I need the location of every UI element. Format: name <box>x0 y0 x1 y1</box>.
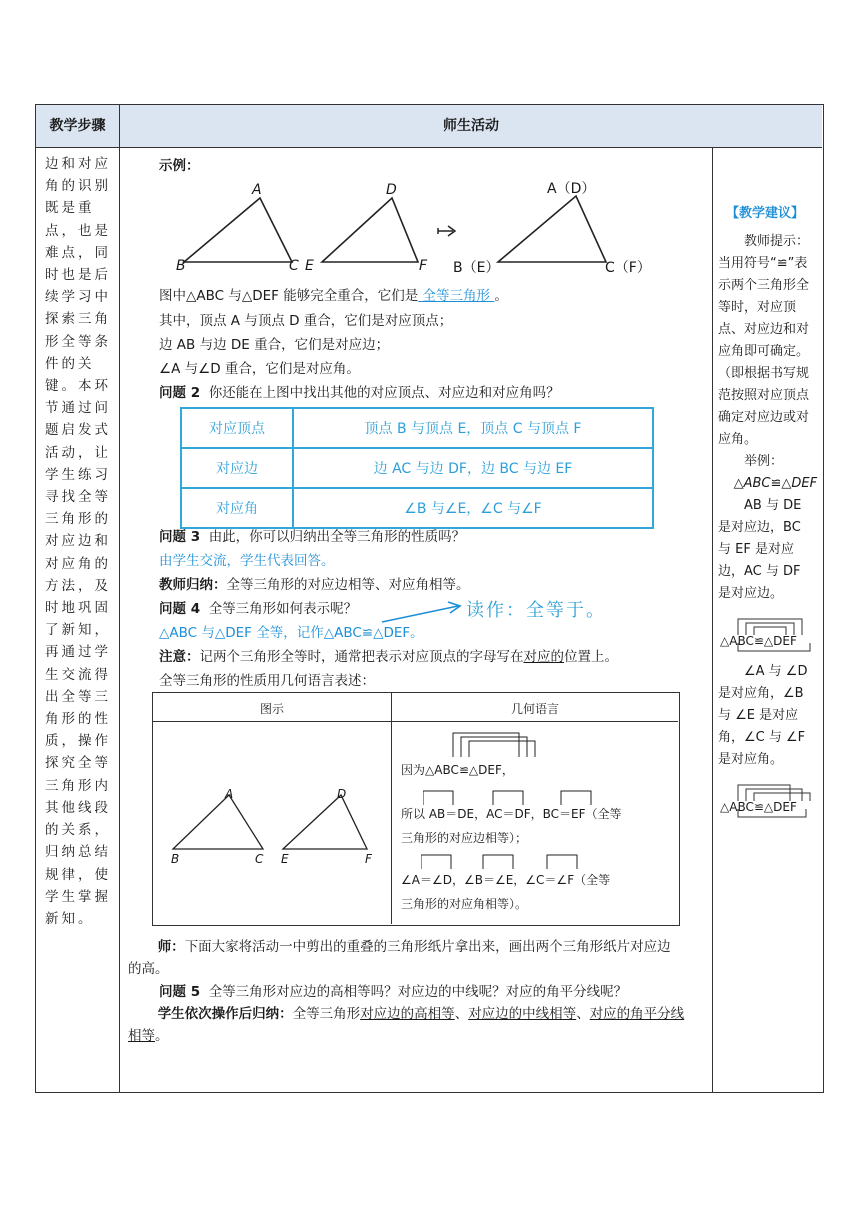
example-label: 示例： <box>159 158 200 174</box>
question-4: 问题 4 全等三角形如何表示呢？ <box>159 601 358 617</box>
header-steps: 教学步骤 <box>49 118 106 134</box>
label-E: E <box>305 258 314 274</box>
label-BE: B（E） <box>453 260 500 276</box>
teaching-suggestion: 【教学建议】 教师提示：当用符号“≌”表示两个三角形全等时，对应顶点、对应边和对应角即可确定。（即根据书写规范按照对应顶点确定对应边或对应角。 举例： △ABC≌△DEF AB 与 DE 是对应边，BC 与 EF 是对应边，AC 与 DF 是对应边。 △ABC≌△DEF ∠A 与 ∠D 是对应角，∠B 与 ∠E 是对应角，∠C 与 ∠F 是对应角。 △ABC≌△DEF <box>718 203 812 827</box>
teacher-instruction: 师：下面大家将活动一中剪出的重叠的三角形纸片拿出来，画出两个三角形纸片对应边的高。 <box>128 939 671 977</box>
line-vertices: 其中，顶点 A 与顶点 D 重合，它们是对应顶点； <box>159 313 453 329</box>
header-activities: 师生活动 <box>443 118 499 134</box>
label-CF: C（F） <box>605 260 651 276</box>
geo-line-3: 三角形的对应边相等）； <box>401 831 528 845</box>
question-3: 问题 3 由此，你可以归纳出全等三角形的性质吗？ <box>159 529 466 545</box>
geo-triangles <box>163 783 383 863</box>
vertex-arrows <box>443 727 543 761</box>
label-B: B <box>176 258 186 274</box>
q3-answer: 由学生交流，学生代表回答。 <box>159 553 335 569</box>
corr-angles-diagram: △ABC≌△DEF <box>718 777 812 821</box>
question-2: 问题 2 你还能在上图中找出其他的对应顶点、对应边和对应角吗？ <box>159 385 560 401</box>
handwritten-note: 读作：全等于。 <box>466 600 606 621</box>
geo-line-1: 因为△ABC≌△DEF， <box>401 763 514 777</box>
geo-line-5: 三角形的对应角相等）。 <box>401 897 528 911</box>
geo-line-4: ∠A＝∠D，∠B＝∠E，∠C＝∠F（全等 <box>401 873 611 887</box>
line-angles: ∠A 与∠D 重合，它们是对应角。 <box>159 361 360 377</box>
label-AD: A（D） <box>547 181 596 197</box>
note: 注意：记两个三角形全等时，通常把表示对应顶点的字母写在对应的位置上。 <box>159 649 618 665</box>
final-summary: 学生依次操作后归纳：全等三角形对应边的高相等、对应边的中线相等、对应的角平分线相等。 <box>128 1006 685 1044</box>
line-sides: 边 AB 与边 DE 重合，它们是对应边； <box>159 337 390 353</box>
line-congruent: 图中△ABC 与△DEF 能够完全重合，它们是 全等三角形 。 <box>159 288 508 304</box>
geo-header-language: 几何语言 <box>510 702 559 716</box>
column-divider <box>712 147 713 1092</box>
suggestion-title: 【教学建议】 <box>725 206 804 221</box>
label-C: C <box>289 258 299 274</box>
label-A: A <box>252 182 262 198</box>
label-D: D <box>386 182 397 198</box>
corr-sides-diagram: △ABC≌△DEF <box>718 611 812 655</box>
teacher-summary: 教师归纳：全等三角形的对应边相等、对应角相等。 <box>159 577 470 593</box>
q4-answer: △ABC 与△DEF 全等，记作△ABC≌△DEF。 <box>159 625 424 641</box>
correspondence-table: 对应顶点 顶点 B 与顶点 E，顶点 C 与顶点 F 对应边 边 AC 与边 DF，边 BC 与边 EF 对应角 ∠B 与∠E，∠C 与∠F <box>180 407 654 529</box>
congruent-blank: 全等三角形 <box>418 288 495 304</box>
label-F: F <box>419 258 428 274</box>
left-note: 边和对应 角的识别 既是重 点，也是 难点，同 时也是后 续学习中 探索三角 形全等条 件的关 键。本环 节通过问 题启发式 活动，让 学生练习 寻找全等 三角形的 对应边和 对应角的 方法，及 时地巩固 了新知， 再通过学 生交流得 出全等三 角形的性 质，操作 探究全等 三角形内 其他线段 的关系， 归纳总结 规律，使 学生掌握 新知。 <box>45 156 111 927</box>
column-divider <box>119 105 120 1092</box>
geo-line-2: 所以 AB＝DE，AC＝DF，BC＝EF（全等 <box>401 807 622 821</box>
question-5: 问题 5 全等三角形对应边的高相等吗？对应边的中线呢？对应的角平分线呢？ <box>159 984 628 1000</box>
property-intro: 全等三角形的性质用几何语言表述： <box>159 673 375 689</box>
geometry-table: 图示 几何语言 A B C D E F 因为△ABC≌△DEF， 所以 AB＝DE，AC＝DF，BC＝EF（全等 三角形的对应边相等）； ∠A＝∠D，∠B＝∠E，∠C＝∠F（全等 三角形的对应角相等）。 <box>152 692 680 926</box>
geo-header-figure: 图示 <box>259 702 284 716</box>
